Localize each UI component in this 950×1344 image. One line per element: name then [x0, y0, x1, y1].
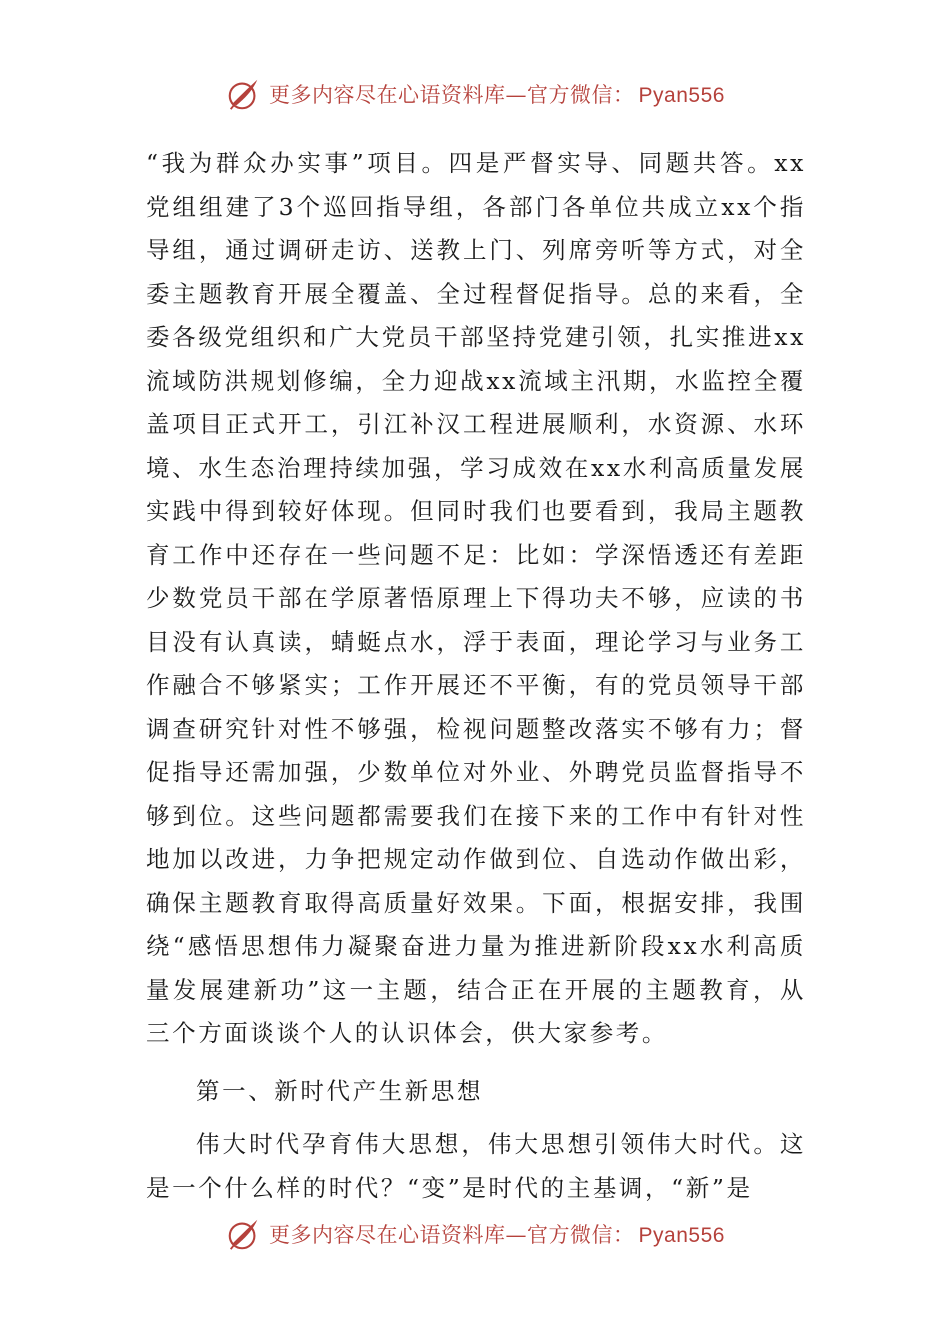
quill-pen-logo-icon [225, 1215, 263, 1253]
section-heading: 第一、新时代产生新思想 [196, 1076, 484, 1105]
footer-banner-handle: Pyan556 [638, 1224, 725, 1247]
document-body [146, 142, 806, 1210]
quill-pen-logo-icon [225, 75, 263, 113]
header-banner-text: 更多内容尽在心语资料库—官方微信： Pyan556 [269, 83, 725, 107]
paragraph-1: “我为群众办实事”项目。四是严督实导、同题共答。xx党组组建了3个巡回指导组，各部门各单位共成立xx个指导组，通过调研走访、送教上门、列席旁听等方式，对全委主题教育开展全覆盖、全过程督促指导。总的来看，全委各级党组织和广大党员干部坚持党建引领，扎实推进xx流域防洪规划修编，全力迎战xx流域主汛期，水监控全覆盖项目正式开工，引江补汉工程进展顺利，水资源、水环境、水生态治理持续加强，学习成效在xx水利高质量发展实践中得到较好体现。但同时我们也要看到，我局主题教育工作中还存在一些问题不足：比如：学深悟透还有差距少数党员干部在学原著悟原理上下得功夫不够，应读的书目没有认真读，蜻蜓点水，浮于表面，理论学习与业务工作融合不够紧实；工作开展还不平衡，有的党员领导干部调查研究针对性不够强，检视问题整改落实不够有力；督促指导还需加强，少数单位对外业、外聘党员监督指导不够到位。这些问题都需要我们在接下来的工作中有针对性地加以改进，力争把规定动作做到位、自选动作做出彩，确保主题教育取得高质量好效果。下面，根据安排，我围绕“感悟思想伟力凝聚奋进力量为推进新阶段xx水利高质量发展建新功”这一主题，结合正在开展的主题教育，从三个方面谈谈个人的认识体会，供大家参考。 [146, 149, 806, 1047]
footer-banner [0, 1210, 950, 1258]
header-banner-handle: Pyan556 [638, 84, 725, 107]
header-banner [0, 70, 950, 118]
paragraph-2: 伟大时代孕育伟大思想，伟大思想引领伟大时代。这是一个什么样的时代？“变”是时代的主基调，“新”是 [146, 1130, 806, 1202]
footer-banner-text: 更多内容尽在心语资料库—官方微信： Pyan556 [269, 1223, 725, 1247]
